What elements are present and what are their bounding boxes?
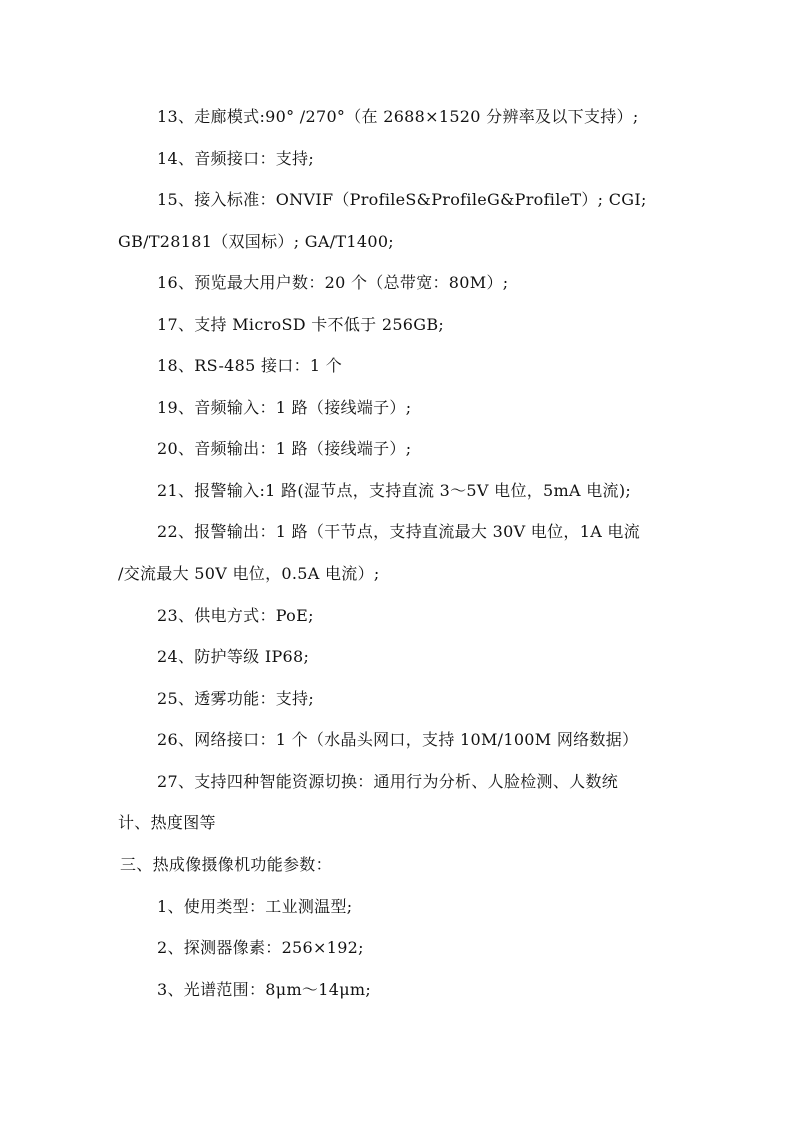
spec-item-22-cont: /交流最大 50V 电位，0.5A 电流）; <box>118 564 380 583</box>
thermal-item-1: 1、使用类型：工业测温型; <box>157 897 353 916</box>
spec-item-25: 25、透雾功能：支持; <box>157 689 315 708</box>
spec-item-27-cont: 计、热度图等 <box>118 813 216 832</box>
spec-item-20: 20、音频输出：1 路（接线端子）; <box>157 439 412 458</box>
spec-item-22: 22、报警输出：1 路（干节点，支持直流最大 30V 电位，1A 电流 <box>157 522 641 541</box>
section-heading-thermal: 三、热成像摄像机功能参数： <box>120 855 332 874</box>
spec-item-21: 21、报警输入:1 路(湿节点，支持直流 3～5V 电位，5mA 电流); <box>157 481 632 500</box>
spec-item-23: 23、供电方式：PoE; <box>157 606 314 625</box>
spec-item-18: 18、RS-485 接口：1 个 <box>157 356 343 375</box>
thermal-item-2: 2、探测器像素：256×192; <box>157 938 364 957</box>
spec-item-26: 26、网络接口：1 个（水晶头网口，支持 10M/100M 网络数据） <box>157 730 639 749</box>
thermal-item-3: 3、光谱范围：8μm～14μm; <box>157 980 372 999</box>
spec-item-19: 19、音频输入：1 路（接线端子）; <box>157 398 412 417</box>
spec-item-13: 13、走廊模式:90° /270°（在 2688×1520 分辨率及以下支持）; <box>157 107 639 126</box>
spec-item-24: 24、防护等级 IP68; <box>157 647 310 666</box>
spec-item-16: 16、预览最大用户数：20 个（总带宽：80M）; <box>157 273 509 292</box>
spec-item-14: 14、音频接口：支持; <box>157 149 315 168</box>
spec-item-15: 15、接入标准：ONVIF（ProfileS&ProfileG&ProfileT）; CGI; <box>157 190 647 209</box>
spec-item-15-cont: GB/T28181（双国标）; GA/T1400; <box>118 232 394 251</box>
spec-item-17: 17、支持 MicroSD 卡不低于 256GB; <box>157 315 445 334</box>
spec-item-27: 27、支持四种智能资源切换：通用行为分析、人脸检测、人数统 <box>157 772 619 791</box>
